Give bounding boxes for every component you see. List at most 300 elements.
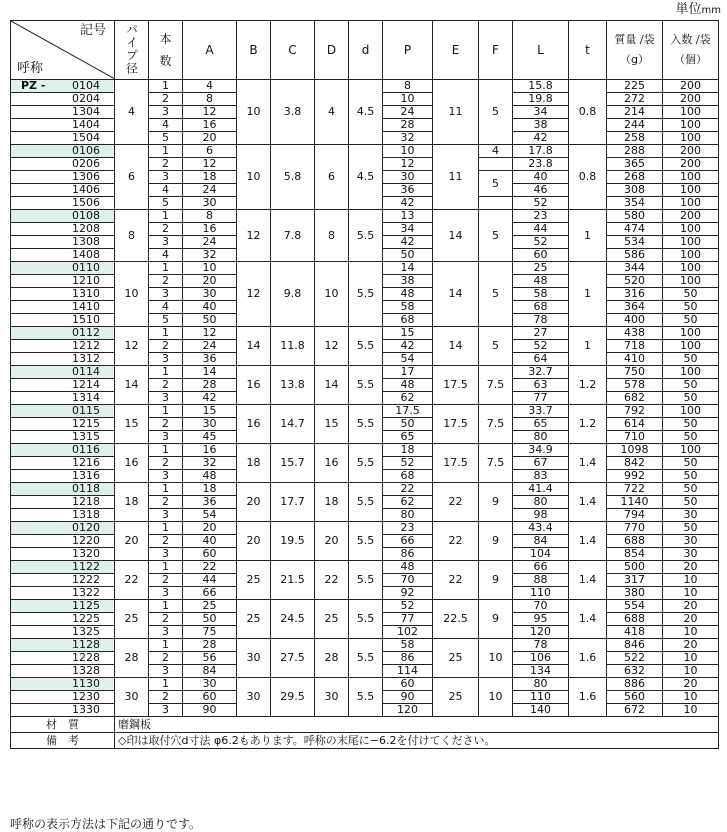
cell-P: 68 (383, 314, 433, 327)
cell-L: 33.7 (513, 405, 569, 418)
cell-D: 30 (315, 678, 349, 717)
cell-A: 30 (183, 197, 237, 210)
cell-t: 1.4 (569, 444, 607, 483)
cell-P: 65 (383, 431, 433, 444)
cell-A: 28 (183, 379, 237, 392)
cell-F: 9 (479, 483, 513, 522)
cell-quantity: 100 (663, 132, 719, 145)
cell-code (11, 158, 115, 171)
cell-weight: 722 (607, 483, 663, 496)
cell-E: 22.5 (433, 600, 479, 639)
cell-C: 14.7 (271, 405, 315, 444)
cell-quantity: 100 (663, 275, 719, 288)
cell-D: 18 (315, 483, 349, 522)
cell-A: 8 (183, 210, 237, 223)
cell-A: 84 (183, 665, 237, 678)
cell-E: 17.5 (433, 444, 479, 483)
cell-C: 5.8 (271, 145, 315, 210)
cell-C: 3.8 (271, 80, 315, 145)
cell-C: 9.8 (271, 262, 315, 327)
cell-A: 16 (183, 444, 237, 457)
header-B: B (237, 21, 271, 80)
cell-A: 16 (183, 119, 237, 132)
cell-A: 50 (183, 314, 237, 327)
cell-F: 5 (479, 210, 513, 262)
remarks-label: 備 考 (11, 733, 115, 749)
cell-A: 24 (183, 340, 237, 353)
cell-count: 1 (149, 80, 183, 93)
cell-weight: 770 (607, 522, 663, 535)
code-text: 1306 (72, 170, 100, 183)
cell-pipe-diameter: 16 (115, 444, 149, 483)
cell-L: 52 (513, 340, 569, 353)
cell-A: 56 (183, 652, 237, 665)
cell-code (11, 639, 115, 652)
code-text: 1318 (72, 508, 100, 521)
cell-code (11, 470, 115, 483)
cell-P: 42 (383, 197, 433, 210)
table-row (11, 678, 719, 691)
cell-code (11, 171, 115, 184)
cell-pipe-diameter: 10 (115, 262, 149, 327)
cell-A: 28 (183, 639, 237, 652)
cell-code (11, 548, 115, 561)
cell-B: 20 (237, 522, 271, 561)
cell-L: 48 (513, 275, 569, 288)
cell-d: 5.5 (349, 561, 383, 600)
cell-code (11, 379, 115, 392)
cell-L: 78 (513, 639, 569, 652)
unit-label: 単位mm (675, 2, 721, 17)
cell-E: 25 (433, 678, 479, 717)
cell-P: 8 (383, 80, 433, 93)
cell-L: 64 (513, 353, 569, 366)
cell-pipe-diameter: 12 (115, 327, 149, 366)
cell-count: 2 (149, 613, 183, 626)
code-text: 1225 (72, 612, 100, 625)
cell-count: 4 (149, 184, 183, 197)
code-text: 0118 (72, 482, 100, 495)
cell-C: 27.5 (271, 639, 315, 678)
cell-d: 5.5 (349, 600, 383, 639)
header-t: t (569, 21, 607, 80)
cell-code (11, 249, 115, 262)
cell-weight: 380 (607, 587, 663, 600)
cell-L: 95 (513, 613, 569, 626)
cell-t: 1.4 (569, 600, 607, 639)
code-text: 0112 (72, 326, 100, 339)
cell-weight: 225 (607, 80, 663, 93)
cell-t: 0.8 (569, 80, 607, 145)
cell-code (11, 197, 115, 210)
table-row (11, 405, 719, 418)
cell-weight: 474 (607, 223, 663, 236)
cell-A: 75 (183, 626, 237, 639)
cell-quantity: 20 (663, 613, 719, 626)
cell-weight: 842 (607, 457, 663, 470)
cell-d: 4.5 (349, 145, 383, 210)
cell-P: 13 (383, 210, 433, 223)
cell-d: 5.5 (349, 444, 383, 483)
code-text: 1408 (72, 248, 100, 261)
cell-count: 5 (149, 132, 183, 145)
cell-weight: 718 (607, 340, 663, 353)
table-row (11, 522, 719, 535)
cell-count: 5 (149, 314, 183, 327)
cell-weight: 586 (607, 249, 663, 262)
cell-P: 52 (383, 600, 433, 613)
cell-P: 60 (383, 678, 433, 691)
cell-E: 11 (433, 145, 479, 210)
cell-quantity: 100 (663, 262, 719, 275)
remarks-value: ◇印は取付穴d寸法 φ6.2もあります。呼称の末尾に−6.2を付けてください。 (115, 733, 719, 749)
code-text: 1506 (72, 196, 100, 209)
code-text: 0108 (72, 209, 100, 222)
cell-weight: 710 (607, 431, 663, 444)
spec-table (10, 20, 719, 749)
cell-P: 62 (383, 392, 433, 405)
code-text: 1328 (72, 664, 100, 677)
cell-quantity: 50 (663, 392, 719, 405)
cell-code (11, 444, 115, 457)
cell-pipe-diameter: 6 (115, 145, 149, 210)
code-text: 1404 (72, 118, 100, 131)
cell-count: 2 (149, 379, 183, 392)
cell-count: 1 (149, 483, 183, 496)
cell-code (11, 262, 115, 275)
cell-A: 30 (183, 418, 237, 431)
cell-weight: 580 (607, 210, 663, 223)
cell-weight: 438 (607, 327, 663, 340)
cell-code (11, 587, 115, 600)
cell-A: 10 (183, 262, 237, 275)
cell-weight: 418 (607, 626, 663, 639)
cell-A: 90 (183, 704, 237, 717)
table-row (11, 80, 719, 93)
code-text: 1210 (72, 274, 100, 287)
cell-weight: 364 (607, 301, 663, 314)
cell-E: 22 (433, 483, 479, 522)
cell-count: 3 (149, 626, 183, 639)
code-text: 1310 (72, 287, 100, 300)
cell-weight: 534 (607, 236, 663, 249)
cell-count: 1 (149, 600, 183, 613)
cell-count: 4 (149, 301, 183, 314)
cell-A: 44 (183, 574, 237, 587)
cell-D: 15 (315, 405, 349, 444)
cell-P: 58 (383, 639, 433, 652)
cell-A: 16 (183, 223, 237, 236)
table-row (11, 639, 719, 652)
cell-quantity: 50 (663, 431, 719, 444)
cell-B: 10 (237, 80, 271, 145)
header-kigo: 記号 (79, 23, 106, 38)
cell-A: 30 (183, 288, 237, 301)
cell-A: 36 (183, 496, 237, 509)
cell-P: 92 (383, 587, 433, 600)
cell-quantity: 100 (663, 197, 719, 210)
cell-P: 66 (383, 535, 433, 548)
cell-code (11, 392, 115, 405)
cell-B: 10 (237, 145, 271, 210)
cell-L: 23 (513, 210, 569, 223)
table-row (11, 483, 719, 496)
cell-code (11, 691, 115, 704)
cell-d: 5.5 (349, 366, 383, 405)
cell-count: 2 (149, 652, 183, 665)
cell-A: 4 (183, 80, 237, 93)
cell-quantity: 30 (663, 535, 719, 548)
cell-count: 1 (149, 145, 183, 158)
cell-F: 9 (479, 561, 513, 600)
cell-F: 7.5 (479, 405, 513, 444)
cell-d: 5.5 (349, 639, 383, 678)
code-text: 1406 (72, 183, 100, 196)
code-text: 0115 (72, 404, 100, 417)
cell-P: 28 (383, 119, 433, 132)
cell-quantity: 100 (663, 444, 719, 457)
cell-B: 25 (237, 600, 271, 639)
cell-count: 2 (149, 457, 183, 470)
cell-count: 2 (149, 340, 183, 353)
cell-code (11, 210, 115, 223)
cell-t: 1.6 (569, 678, 607, 717)
cell-pipe-diameter: 4 (115, 80, 149, 145)
cell-A: 36 (183, 353, 237, 366)
cell-A: 20 (183, 522, 237, 535)
cell-L: 44 (513, 223, 569, 236)
cell-count: 2 (149, 158, 183, 171)
cell-code (11, 327, 115, 340)
cell-P: 77 (383, 613, 433, 626)
cell-P: 34 (383, 223, 433, 236)
cell-weight: 682 (607, 392, 663, 405)
header-E: E (433, 21, 479, 80)
cell-F: 7.5 (479, 444, 513, 483)
cell-weight: 578 (607, 379, 663, 392)
cell-D: 6 (315, 145, 349, 210)
code-text: 0104 (72, 79, 100, 92)
cell-quantity: 50 (663, 379, 719, 392)
cell-quantity: 10 (663, 626, 719, 639)
cell-L: 17.8 (513, 145, 569, 158)
cell-A: 20 (183, 275, 237, 288)
cell-pipe-diameter: 25 (115, 600, 149, 639)
cell-weight: 365 (607, 158, 663, 171)
cell-L: 32.7 (513, 366, 569, 379)
cell-count: 1 (149, 444, 183, 457)
cell-count: 3 (149, 509, 183, 522)
cell-quantity: 100 (663, 366, 719, 379)
cell-L: 84 (513, 535, 569, 548)
cell-D: 25 (315, 600, 349, 639)
cell-L: 78 (513, 314, 569, 327)
cell-P: 90 (383, 691, 433, 704)
table-row (11, 145, 719, 158)
code-text: 0204 (72, 92, 100, 105)
cell-code (11, 418, 115, 431)
table-row (11, 444, 719, 457)
cell-A: 60 (183, 548, 237, 561)
table-row (11, 600, 719, 613)
cell-weight: 272 (607, 93, 663, 106)
cell-D: 28 (315, 639, 349, 678)
cell-quantity: 10 (663, 587, 719, 600)
cell-L: 27 (513, 327, 569, 340)
cell-t: 1.6 (569, 639, 607, 678)
cell-A: 66 (183, 587, 237, 600)
cell-L: 63 (513, 379, 569, 392)
header-quantity: 入数 /袋 （個） (663, 21, 719, 80)
cell-d: 4.5 (349, 80, 383, 145)
code-text: 1330 (72, 703, 100, 716)
code-text: 1125 (72, 599, 100, 612)
cell-P: 48 (383, 379, 433, 392)
cell-L: 41.4 (513, 483, 569, 496)
cell-count: 3 (149, 587, 183, 600)
cell-C: 11.8 (271, 327, 315, 366)
cell-L: 98 (513, 509, 569, 522)
code-text: 1316 (72, 469, 100, 482)
cell-count: 2 (149, 93, 183, 106)
cell-B: 18 (237, 444, 271, 483)
cell-weight: 672 (607, 704, 663, 717)
cell-D: 8 (315, 210, 349, 262)
cell-A: 20 (183, 132, 237, 145)
cell-weight: 288 (607, 145, 663, 158)
code-text: 0110 (72, 261, 100, 274)
cell-L: 38 (513, 119, 569, 132)
cell-quantity: 10 (663, 574, 719, 587)
cell-L: 83 (513, 470, 569, 483)
cell-d: 5.5 (349, 210, 383, 262)
cell-t: 1 (569, 210, 607, 262)
cell-L: 134 (513, 665, 569, 678)
cell-count: 3 (149, 392, 183, 405)
code-text: 1304 (72, 105, 100, 118)
cell-A: 32 (183, 249, 237, 262)
cell-B: 16 (237, 405, 271, 444)
cell-L: 58 (513, 288, 569, 301)
cell-count: 5 (149, 197, 183, 210)
cell-count: 3 (149, 470, 183, 483)
cell-B: 30 (237, 639, 271, 678)
cell-E: 14 (433, 262, 479, 327)
cell-quantity: 10 (663, 704, 719, 717)
cell-B: 25 (237, 561, 271, 600)
cell-quantity: 100 (663, 249, 719, 262)
cell-weight: 354 (607, 197, 663, 210)
cell-t: 1.2 (569, 405, 607, 444)
cell-code (11, 275, 115, 288)
cell-code (11, 106, 115, 119)
cell-code (11, 626, 115, 639)
cell-t: 0.8 (569, 145, 607, 210)
cell-D: 22 (315, 561, 349, 600)
cell-E: 14 (433, 210, 479, 262)
cell-weight: 258 (607, 132, 663, 145)
cell-quantity: 200 (663, 93, 719, 106)
cell-L: 40 (513, 171, 569, 184)
cell-count: 2 (149, 275, 183, 288)
cell-weight: 400 (607, 314, 663, 327)
cell-L: 104 (513, 548, 569, 561)
cell-P: 38 (383, 275, 433, 288)
code-text: 1322 (72, 586, 100, 599)
cell-A: 32 (183, 457, 237, 470)
code-text: 1128 (72, 638, 100, 651)
cell-P: 22 (383, 483, 433, 496)
code-text: 1222 (72, 573, 100, 586)
cell-weight: 214 (607, 106, 663, 119)
cell-count: 1 (149, 561, 183, 574)
cell-weight: 522 (607, 652, 663, 665)
cell-A: 18 (183, 483, 237, 496)
cell-t: 1 (569, 327, 607, 366)
cell-quantity: 50 (663, 353, 719, 366)
cell-t: 1.2 (569, 366, 607, 405)
cell-A: 24 (183, 236, 237, 249)
cell-quantity: 100 (663, 223, 719, 236)
cell-A: 14 (183, 366, 237, 379)
cell-D: 14 (315, 366, 349, 405)
cell-D: 12 (315, 327, 349, 366)
remarks-row (11, 733, 719, 749)
cell-weight: 614 (607, 418, 663, 431)
cell-B: 16 (237, 366, 271, 405)
cell-weight: 244 (607, 119, 663, 132)
cell-code (11, 353, 115, 366)
cell-quantity: 30 (663, 509, 719, 522)
cell-pipe-diameter: 22 (115, 561, 149, 600)
cell-count: 1 (149, 405, 183, 418)
cell-E: 11 (433, 80, 479, 145)
cell-weight: 794 (607, 509, 663, 522)
cell-code (11, 457, 115, 470)
table-row (11, 210, 719, 223)
cell-code (11, 119, 115, 132)
cell-P: 42 (383, 340, 433, 353)
cell-P: 23 (383, 522, 433, 535)
code-text: 1410 (72, 300, 100, 313)
cell-pipe-diameter: 14 (115, 366, 149, 405)
cell-B: 30 (237, 678, 271, 717)
cell-P: 68 (383, 470, 433, 483)
header-corner (11, 21, 115, 80)
cell-weight: 992 (607, 470, 663, 483)
cell-t: 1.4 (569, 561, 607, 600)
cell-d: 5.5 (349, 327, 383, 366)
cell-pipe-diameter: 18 (115, 483, 149, 522)
cell-quantity: 100 (663, 171, 719, 184)
header-pipe-diameter: パイプ径 (115, 21, 149, 80)
cell-A: 42 (183, 392, 237, 405)
cell-B: 14 (237, 327, 271, 366)
table-row (11, 327, 719, 340)
cell-pipe-diameter: 15 (115, 405, 149, 444)
cell-P: 12 (383, 158, 433, 171)
cell-code (11, 678, 115, 691)
cell-L: 120 (513, 626, 569, 639)
cell-quantity: 20 (663, 678, 719, 691)
cell-pipe-diameter: 28 (115, 639, 149, 678)
cell-L: 43.4 (513, 522, 569, 535)
header-P: P (383, 21, 433, 80)
cell-L: 110 (513, 691, 569, 704)
cell-A: 54 (183, 509, 237, 522)
cell-d: 5.5 (349, 483, 383, 522)
code-text: 0116 (72, 443, 100, 456)
